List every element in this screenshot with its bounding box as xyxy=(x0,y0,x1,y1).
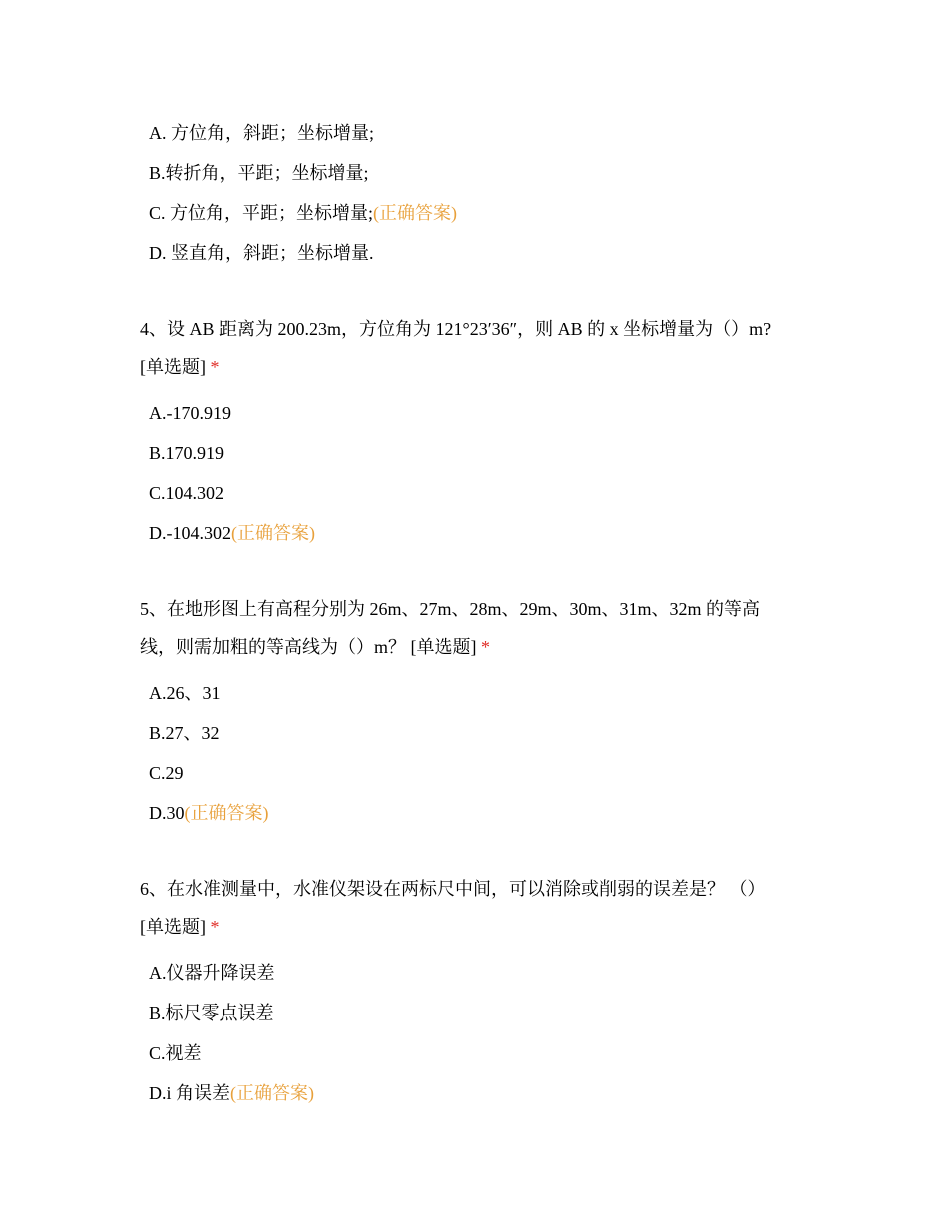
q6-type-label: [单选题] xyxy=(140,917,206,937)
correct-answer-tag: (正确答案) xyxy=(373,203,458,223)
q5-option-d[interactable] xyxy=(149,801,269,825)
q4-option-b[interactable] xyxy=(149,441,224,465)
correct-answer-tag: (正确答案) xyxy=(184,803,269,823)
q4-option-a[interactable] xyxy=(149,401,231,425)
correct-answer-tag: (正确答案) xyxy=(230,1083,314,1103)
q6-option-a[interactable] xyxy=(149,961,275,985)
q4-option-c-text: C.104.302 xyxy=(149,483,225,503)
q6-question-line2 xyxy=(140,915,800,939)
q5-option-c-text: C.29 xyxy=(149,763,184,783)
correct-answer-tag: (正确答案) xyxy=(231,523,315,543)
q4-question-line2 xyxy=(140,355,800,379)
q3-option-b[interactable] xyxy=(149,161,369,185)
q6-option-b[interactable] xyxy=(149,1001,274,1025)
required-mark: * xyxy=(481,637,490,657)
q4-option-b-text: B.170.919 xyxy=(149,443,225,463)
q5-option-c[interactable] xyxy=(149,761,184,785)
q5-option-a[interactable] xyxy=(149,681,221,705)
q4-question-line1: 4、设 AB 距离为 200.23m，方位角为 121°23′36″，则 AB 的 x 坐标增量为（）m? xyxy=(140,319,772,339)
q5-question-line2 xyxy=(140,635,800,659)
q4-option-d-text: D.-104.302 xyxy=(149,523,231,543)
q4-type-label: [单选题] xyxy=(140,357,206,377)
required-mark: * xyxy=(210,917,220,937)
q6-question-line1: 6、在水准测量中，水准仪架设在两标尺中间，可以消除或削弱的误差是？ （） xyxy=(140,879,766,899)
q6-option-a-text: A.仪器升降误差 xyxy=(149,963,275,983)
q3-option-a-text: A. 方位角，斜距；坐标增量; xyxy=(149,123,374,143)
q6-option-c[interactable] xyxy=(149,1041,202,1065)
q5-option-b-text: B.27、32 xyxy=(149,723,220,743)
q3-option-d-text: D. 竖直角，斜距；坐标增量. xyxy=(149,243,374,263)
q3-option-a[interactable] xyxy=(149,121,374,145)
q3-option-c[interactable] xyxy=(149,201,457,225)
q3-option-c-text: C. 方位角，平距；坐标增量; xyxy=(149,203,374,223)
q6-option-d-text: D.i 角误差 xyxy=(149,1083,230,1103)
q3-option-d[interactable] xyxy=(149,241,374,265)
q6-option-d[interactable] xyxy=(149,1081,314,1105)
q5-option-a-text: A.26、31 xyxy=(149,683,221,703)
q6-option-b-text: B.标尺零点误差 xyxy=(149,1003,274,1023)
required-mark: * xyxy=(210,357,220,377)
q4-option-a-text: A.-170.919 xyxy=(149,403,231,423)
q3-option-b-text: B.转折角，平距；坐标增量; xyxy=(149,163,369,183)
q6-option-c-text: C.视差 xyxy=(149,1043,202,1063)
q5-question-text-end: 线，则需加粗的等高线为（）m？ [单选题] xyxy=(140,637,477,657)
q5-option-b[interactable] xyxy=(149,721,220,745)
q4-option-c[interactable] xyxy=(149,481,224,505)
q5-option-d-text: D.30 xyxy=(149,803,185,823)
q4-option-d[interactable] xyxy=(149,521,315,545)
q5-question-line1: 5、在地形图上有高程分别为 26m、27m、28m、29m、30m、31m、32m 的等高 xyxy=(140,599,761,619)
